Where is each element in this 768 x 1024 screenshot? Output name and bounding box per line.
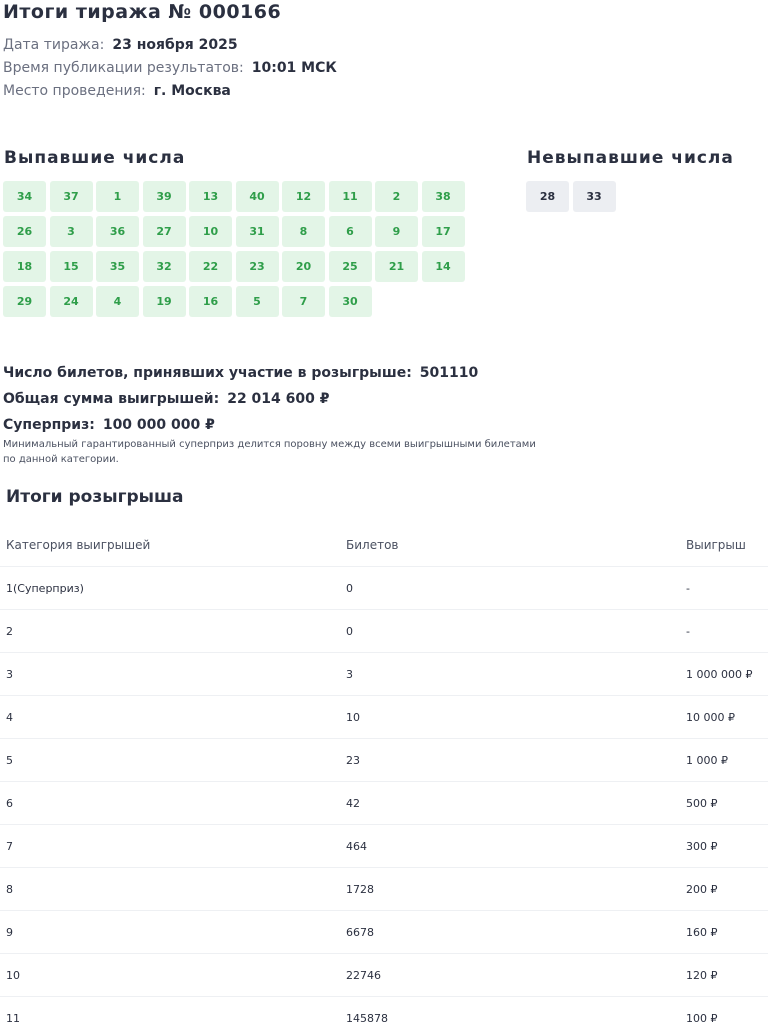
drawn-number: 14 — [422, 251, 465, 282]
prize-cell: 300 ₽ — [686, 839, 718, 853]
drawn-number: 32 — [143, 251, 186, 282]
total-winnings-value: 22 014 600 ₽ — [227, 391, 330, 407]
drawn-number: 27 — [143, 216, 186, 247]
prize-cell: - — [686, 624, 690, 638]
tickets-cell: 1728 — [346, 882, 374, 896]
category-cell: 10 — [6, 968, 20, 982]
drawn-number: 40 — [236, 181, 279, 212]
drawn-number: 24 — [50, 286, 93, 317]
undrawn-numbers-title: Невыпавшие числа — [527, 148, 734, 168]
publish-time — [3, 60, 337, 76]
tickets-cell: 3 — [346, 667, 353, 681]
category-cell: 9 — [6, 925, 13, 939]
drawn-number: 16 — [189, 286, 232, 317]
superprize-value: 100 000 000 ₽ — [102, 417, 215, 433]
prize-cell: 120 ₽ — [686, 968, 718, 982]
drawn-number: 10 — [189, 216, 232, 247]
drawn-number: 39 — [143, 181, 186, 212]
drawn-number: 25 — [329, 251, 372, 282]
drawn-number: 9 — [375, 216, 418, 247]
drawn-number: 30 — [329, 286, 372, 317]
drawn-number: 29 — [3, 286, 46, 317]
tickets-cell: 0 — [346, 624, 353, 638]
tickets-cell: 0 — [346, 581, 353, 595]
prize-cell: 500 ₽ — [686, 796, 718, 810]
drawn-number: 1 — [96, 181, 139, 212]
tickets-cell: 42 — [346, 796, 360, 810]
table-row — [0, 653, 768, 696]
tickets-count-value: 501110 — [419, 365, 479, 381]
drawn-number: 17 — [422, 216, 465, 247]
undrawn-number: 28 — [526, 181, 569, 212]
table-row — [0, 610, 768, 653]
table-row — [0, 739, 768, 782]
undrawn-number: 33 — [573, 181, 616, 212]
drawn-number: 8 — [282, 216, 325, 247]
drawn-number: 20 — [282, 251, 325, 282]
drawn-number: 5 — [236, 286, 279, 317]
tickets-cell: 22746 — [346, 968, 381, 982]
table-row — [0, 696, 768, 739]
table-row — [0, 782, 768, 825]
total-winnings-label: Общая сумма выигрышей: — [3, 391, 220, 407]
superprize — [3, 417, 215, 433]
column-header-category: Категория выигрышей — [6, 538, 151, 552]
drawn-number: 12 — [282, 181, 325, 212]
drawn-number: 23 — [236, 251, 279, 282]
prize-cell: 1 000 ₽ — [686, 753, 728, 767]
drawn-number: 6 — [329, 216, 372, 247]
tickets-count — [3, 365, 478, 381]
drawn-number: 35 — [96, 251, 139, 282]
table-header-row — [0, 524, 768, 567]
results-table-body — [0, 567, 768, 1024]
drawn-number: 4 — [96, 286, 139, 317]
prize-cell: 200 ₽ — [686, 882, 718, 896]
category-cell: 8 — [6, 882, 13, 896]
drawn-number: 15 — [50, 251, 93, 282]
drawn-number: 7 — [282, 286, 325, 317]
tickets-cell: 6678 — [346, 925, 374, 939]
drawn-number: 26 — [3, 216, 46, 247]
table-row — [0, 911, 768, 954]
total-winnings — [3, 391, 330, 407]
drawn-number: 2 — [375, 181, 418, 212]
publish-time-value: 10:01 МСК — [251, 60, 337, 76]
prize-cell: 100 ₽ — [686, 1011, 718, 1024]
results-table — [0, 524, 768, 1024]
drawn-numbers-grid — [3, 181, 468, 317]
superprize-label: Суперприз: — [3, 417, 95, 433]
category-cell: 1(Суперприз) — [6, 581, 84, 595]
tickets-count-label: Число билетов, принявших участие в розыгрыше: — [3, 365, 412, 381]
prize-cell: 160 ₽ — [686, 925, 718, 939]
tickets-cell: 10 — [346, 710, 360, 724]
drawn-number: 36 — [96, 216, 139, 247]
drawn-number: 31 — [236, 216, 279, 247]
undrawn-numbers-grid — [526, 181, 616, 212]
results-title: Итоги розыгрыша — [6, 487, 184, 507]
draw-place-label: Место проведения: — [3, 83, 146, 99]
drawn-number: 21 — [375, 251, 418, 282]
column-header-prize: Выигрыш — [686, 538, 746, 552]
prize-cell: - — [686, 581, 690, 595]
table-row — [0, 825, 768, 868]
tickets-cell: 23 — [346, 753, 360, 767]
category-cell: 11 — [6, 1011, 20, 1024]
drawn-number: 3 — [50, 216, 93, 247]
table-row — [0, 954, 768, 997]
draw-place — [3, 83, 231, 99]
draw-place-value: г. Москва — [153, 83, 231, 99]
category-cell: 4 — [6, 710, 13, 724]
prize-cell: 1 000 000 ₽ — [686, 667, 753, 681]
drawn-number: 34 — [3, 181, 46, 212]
draw-date — [3, 37, 238, 53]
tickets-cell: 464 — [346, 839, 367, 853]
category-cell: 7 — [6, 839, 13, 853]
drawn-number: 13 — [189, 181, 232, 212]
draw-date-value: 23 ноября 2025 — [112, 37, 238, 53]
draw-date-label: Дата тиража: — [3, 37, 105, 53]
drawn-numbers-title: Выпавшие числа — [4, 148, 186, 168]
drawn-number: 11 — [329, 181, 372, 212]
drawn-number: 22 — [189, 251, 232, 282]
drawn-number: 37 — [50, 181, 93, 212]
tickets-cell: 145878 — [346, 1011, 388, 1024]
prize-cell: 10 000 ₽ — [686, 710, 735, 724]
category-cell: 6 — [6, 796, 13, 810]
table-row — [0, 868, 768, 911]
superprize-note: Минимальный гарантированный суперприз делится поровну между всеми выигрышными билетами по данной категории. — [3, 439, 536, 465]
table-row — [0, 997, 768, 1024]
publish-time-label: Время публикации результатов: — [3, 60, 244, 76]
page-title: Итоги тиража № 000166 — [3, 1, 282, 23]
table-row — [0, 567, 768, 610]
drawn-number: 38 — [422, 181, 465, 212]
category-cell: 3 — [6, 667, 13, 681]
drawn-number: 19 — [143, 286, 186, 317]
column-header-tickets: Билетов — [346, 538, 399, 552]
category-cell: 2 — [6, 624, 13, 638]
category-cell: 5 — [6, 753, 13, 767]
drawn-number: 18 — [3, 251, 46, 282]
